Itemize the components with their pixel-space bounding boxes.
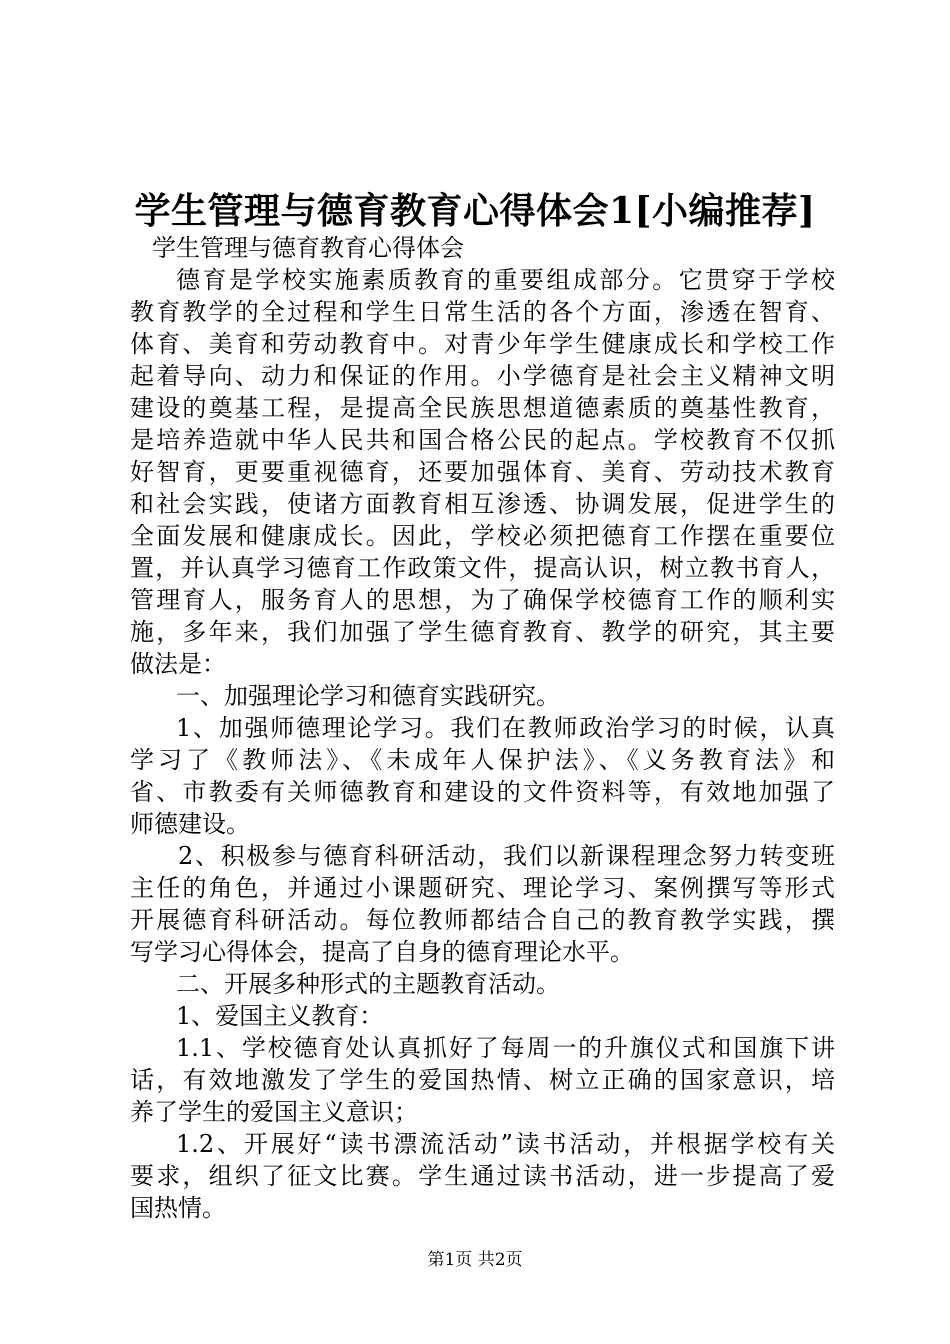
paragraph-line: 话，有效地激发了学生的爱国热情、树立正确的国家意识，培 [130, 1066, 835, 1094]
paragraph-item-2-1-1 [130, 1032, 835, 1128]
paragraph-line: 养了学生的爱国主义意识； [130, 1098, 418, 1126]
paragraph-line: 全面发展和健康成长。因此，学校必须把德育工作摆在重要位 [130, 522, 835, 550]
paragraph-line: 是培养造就中华人民共和国合格公民的起点。学校教育不仅抓 [130, 426, 835, 454]
paragraph-line: 好智育，更要重视德育，还要加强体育、美育、劳动技术教育 [130, 458, 835, 486]
paragraph-line: 开展德育科研活动。每位教师都结合自己的教育教学实践，撰 [130, 906, 835, 934]
paragraph-line: 师德建设。 [130, 810, 250, 838]
paragraph-line: 省、市教委有关师德教育和建设的文件资料等，有效地加强了 [130, 778, 835, 806]
paragraph-line: 1、加强师德理论学习。我们在教师政治学习的时候，认真 [176, 714, 835, 742]
paragraph-line: 和社会实践，使诸方面教育相互渗透、协调发展，促进学生的 [130, 490, 835, 518]
paragraph-line: 管理育人，服务育人的思想，为了确保学校德育工作的顺利实 [130, 586, 835, 614]
section-heading-2 [130, 968, 835, 1000]
paragraph-line: 体育、美育和劳动教育中。对青少年学生健康成长和学校工作 [130, 330, 835, 358]
paragraph-line: 建设的奠基工程，是提高全民族思想道德素质的奠基性教育， [130, 394, 835, 422]
paragraph-line: 起着导向、动力和保证的作用。小学德育是社会主义精神文明 [130, 362, 835, 390]
document-body [130, 232, 835, 1224]
paragraph-item-2-1-2 [130, 1128, 835, 1224]
paragraph-line: 国热情。 [130, 1194, 226, 1222]
paragraph-line: 教育教学的全过程和学生日常生活的各个方面，渗透在智育、 [130, 298, 835, 326]
paragraph-line: 学习了《教师法》、《未成年人保护法》、《义务教育法》和 [130, 746, 835, 774]
paragraph-line: 做法是： [130, 650, 226, 678]
document-subtitle: 学生管理与德育教育心得体会 [152, 234, 464, 262]
paragraph-line: 一、加强理论学习和德育实践研究。 [176, 682, 560, 710]
paragraph-item-1-1 [130, 712, 835, 840]
document-title: 学生管理与德育教育心得体会1[小编推荐] [134, 190, 816, 232]
page-number-footer: 第1页 共2页 [427, 1250, 523, 1270]
paragraph-line: 施，多年来，我们加强了学生德育教育、教学的研究，其主要 [130, 618, 835, 646]
subheading-patriotism [130, 1000, 835, 1032]
paragraph-line: 1.2、开展好“读书漂流活动”读书活动，并根据学校有关 [176, 1130, 835, 1158]
paragraph-line: 要求，组织了征文比赛。学生通过读书活动，进一步提高了爱 [130, 1162, 835, 1190]
paragraph-line: 1、爱国主义教育： [176, 1002, 384, 1030]
paragraph-line: 写学习心得体会，提高了自身的德育理论水平。 [130, 938, 634, 966]
paragraph-line: 二、开展多种形式的主题教育活动。 [176, 970, 560, 998]
paragraph-line: 主任的角色，并通过小课题研究、理论学习、案例撰写等形式 [130, 874, 835, 902]
paragraph-intro [130, 264, 835, 680]
paragraph-line: 德育是学校实施素质教育的重要组成部分。它贯穿于学校 [176, 266, 835, 294]
paragraph-line: 2、积极参与德育科研活动，我们以新课程理念努力转变班 [178, 842, 835, 870]
section-heading-1 [130, 680, 835, 712]
paragraph-item-1-2 [130, 840, 835, 968]
paragraph-line: 置，并认真学习德育工作政策文件，提高认识，树立教书育人， [130, 554, 835, 582]
paragraph-line: 1.1、学校德育处认真抓好了每周一的升旗仪式和国旗下讲 [176, 1034, 835, 1062]
